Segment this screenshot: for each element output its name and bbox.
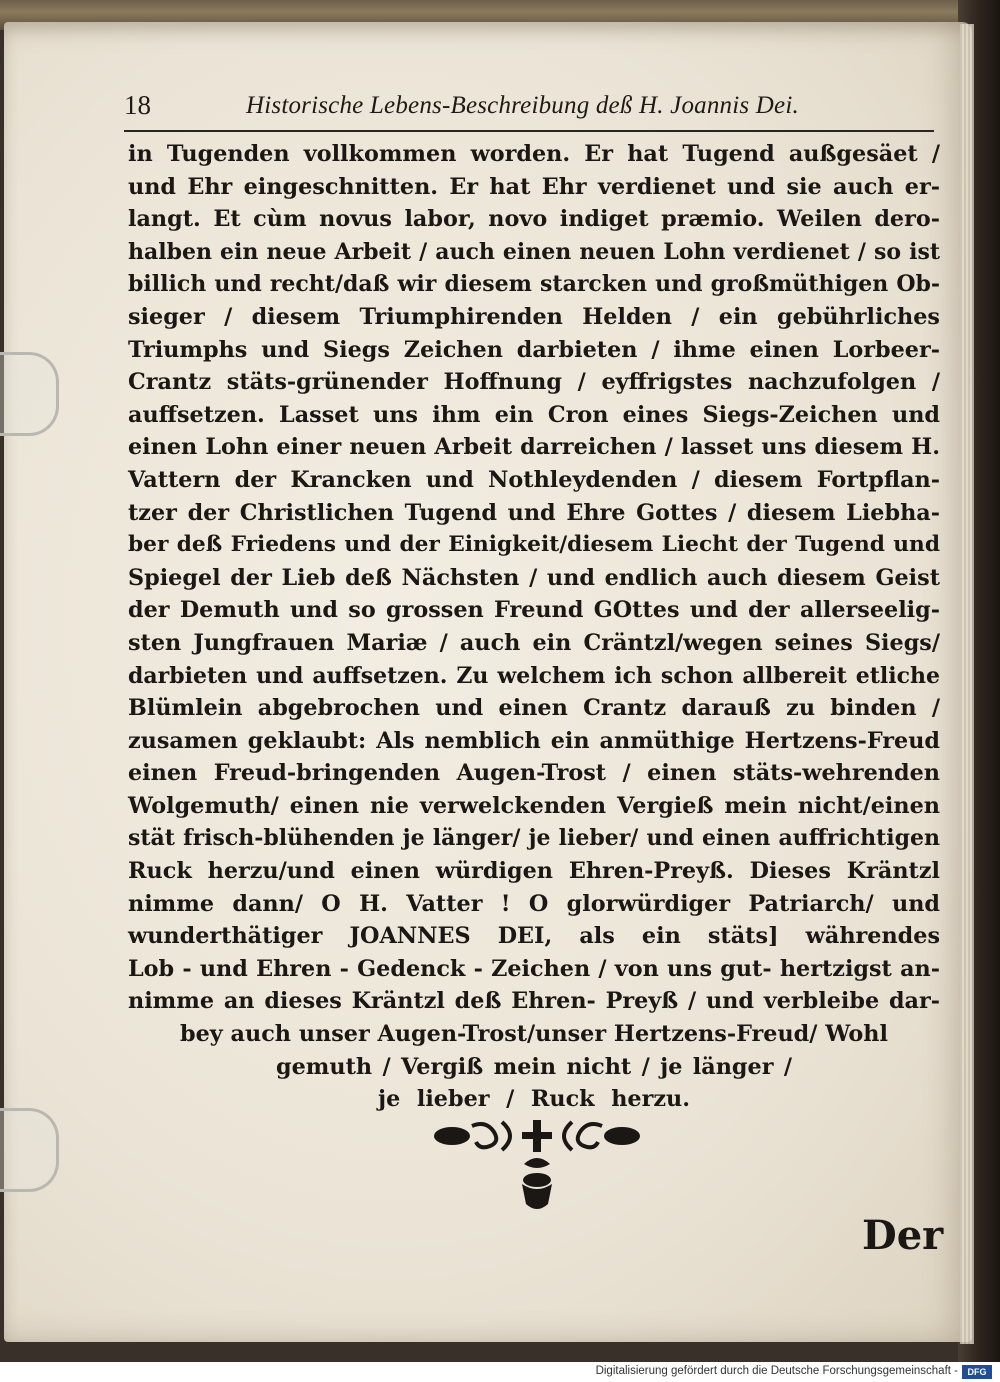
text-line: sten Jungfrauen Mariæ / auch ein Cräntzl/wegen seines Siegs/: [128, 629, 940, 656]
text-line: einen Lohn einer neuen Arbeit darreichen / lasset uns diesem H.: [128, 434, 940, 461]
body-text: [128, 138, 940, 1116]
text-line: auffsetzen. Lasset uns ihm ein Cron eines Siegs-Zeichen und: [128, 401, 940, 428]
text-line: in Tugenden vollkommen worden. Er hat Tugend außgesäet /: [128, 141, 940, 167]
text-line: Crantz stäts-grünender Hoffnung / eyffrigstes nachzufolgen /: [128, 369, 940, 396]
text-line: Wolgemuth/ einen nie verwelckenden Vergieß mein nicht/einen: [128, 792, 940, 819]
text-line: Triumphs und Siegs Zeichen darbieten / ihme einen Lorbeer-: [128, 336, 940, 363]
text-line: Spiegel der Lieb deß Nächsten / und endlich auch diesem Geist: [128, 564, 940, 591]
text-line: tzer der Christlichen Tugend und Ehre Gottes / diesem Liebha-: [128, 499, 940, 526]
text-line: zusamen geklaubt: Als nemblich ein anmüthige Hertzens-Freud: [128, 727, 940, 754]
ornament-icon: [432, 1118, 642, 1218]
book-clip-bottom: [0, 1108, 59, 1192]
text-line: stät frisch-blühenden je länger/ je lieber/ und einen auffrichtigen: [128, 825, 940, 852]
text-line: Blümlein abgebrochen und einen Crantz darauß zu binden /: [128, 695, 940, 722]
text-line: nimme an dieses Kräntzl deß Ehren- Preyß / und verbleibe dar-: [128, 988, 940, 1015]
text-line: je lieber / Ruck herzu.: [378, 1086, 690, 1113]
page-number: 18: [124, 90, 151, 120]
book-clip-top: [0, 352, 59, 436]
text-line: bey auch unser Augen-Trost/unser Hertzens-Freud/ Wohl: [180, 1021, 888, 1048]
text-line: gemuth / Vergiß mein nicht / je länger /: [276, 1053, 792, 1080]
footer-bar: [0, 1362, 1000, 1382]
text-line: Lob - und Ehren - Gedenck - Zeichen / von uns gut- hertzigst an-: [128, 955, 940, 982]
catchword: Der: [862, 1212, 944, 1259]
text-line: Ruck herzu/und einen würdigen Ehren-Preyß. Dieses Kräntzl: [128, 858, 940, 885]
text-line: Vattern der Krancken und Nothleydenden / diesem Fortpflan-: [128, 466, 940, 493]
text-line: darbieten und auffsetzen. Zu welchem ich schon allbereit etliche: [128, 662, 940, 689]
running-title: Historische Lebens-Beschreibung deß H. Joannis Dei.: [246, 92, 799, 119]
text-line: ber deß Friedens und der Einigkeit/diesem Liecht der Tugend und: [128, 532, 940, 558]
page-edges: [960, 24, 974, 1344]
running-head: [124, 90, 934, 132]
text-line: nimme dann/ O H. Vatter ! O glorwürdiger Patriarch/ und: [128, 890, 940, 917]
text-line: halben ein neue Arbeit / auch einen neuen Lohn verdienet / so ist: [128, 238, 940, 265]
funding-credit: Digitalisierung gefördert durch die Deutsche Forschungsgemeinschaft -: [595, 1365, 958, 1377]
text-line: einen Freud-bringenden Augen-Trost / einen stäts-wehrenden: [128, 760, 940, 787]
text-line: langt. Et cùm novus labor, novo indiget præmio. Weilen dero-: [128, 206, 940, 233]
text-line: wunderthätiger JOANNES DEI, als ein stäts] währendes: [128, 923, 940, 950]
text-line: und Ehr eingeschnitten. Er hat Ehr verdienet und sie auch er-: [128, 173, 940, 200]
text-line: sieger / diesem Triumphirenden Helden / ein gebührliches: [128, 303, 940, 330]
text-line: billich und recht/daß wir diesem starcken und großmüthigen Ob-: [128, 271, 940, 298]
dfg-logo: DFG: [962, 1365, 992, 1379]
text-line: der Demuth und so grossen Freund GOttes und der allerseelig-: [128, 597, 940, 624]
